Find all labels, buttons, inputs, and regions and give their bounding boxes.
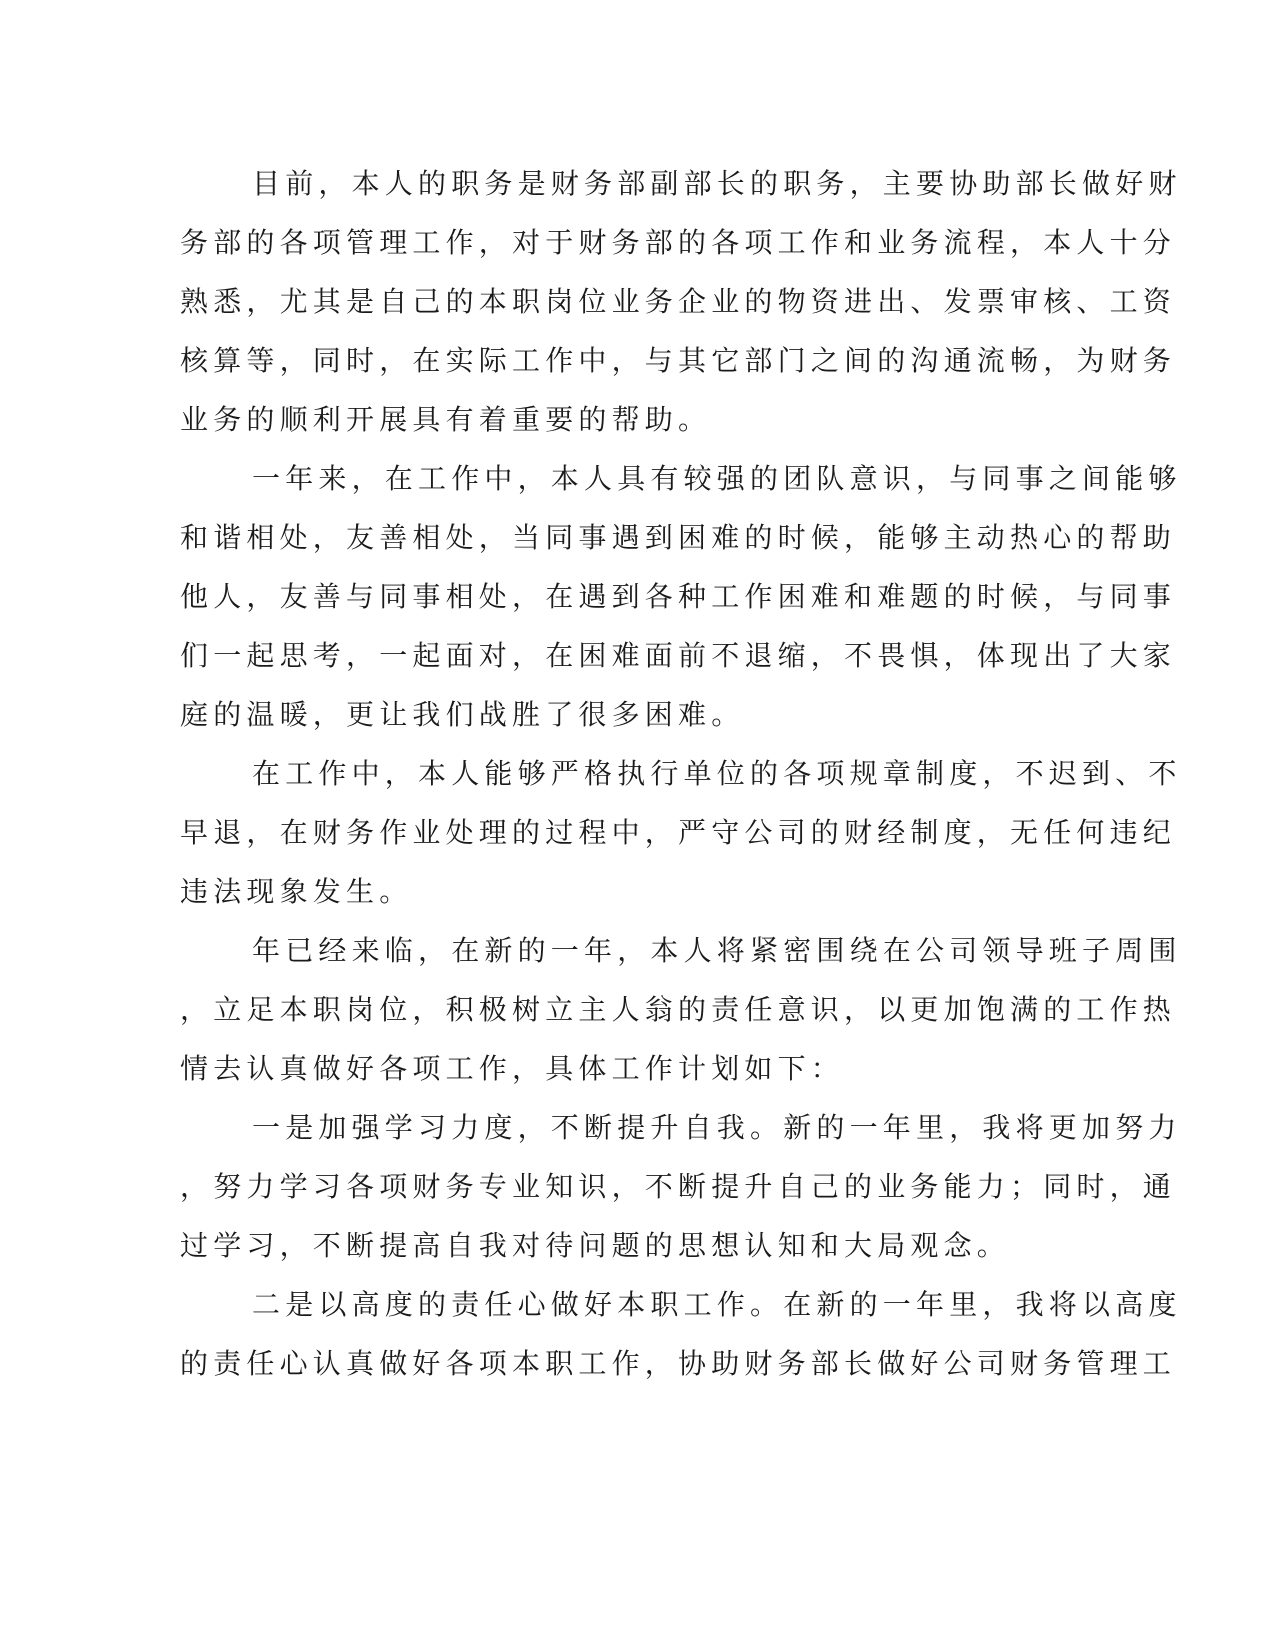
text-line: 在工作中，本人能够严格执行单位的各项规章制度，不迟到、不 [252, 757, 1182, 790]
text-line: ，立足本职岗位，积极树立主人翁的责任意识，以更加饱满的工作热 [180, 993, 1177, 1026]
text-line: 二是以高度的责任心做好本职工作。在新的一年里，我将以高度 [252, 1288, 1182, 1321]
text-line: 核算等，同时，在实际工作中，与其它部门之间的沟通流畅，为财务 [180, 344, 1177, 377]
text-line: 庭的温暖，更让我们战胜了很多困难。 [180, 698, 745, 731]
text-line: 一是加强学习力度，不断提升自我。新的一年里，我将更加努力 [252, 1111, 1182, 1144]
text-line: 过学习，不断提高自我对待问题的思想认知和大局观念。 [180, 1229, 1011, 1262]
text-line: 违法现象发生。 [180, 875, 413, 908]
text-line: 他人，友善与同事相处，在遇到各种工作困难和难题的时候，与同事 [180, 580, 1177, 613]
text-line: 的责任心认真做好各项本职工作，协助财务部长做好公司财务管理工 [180, 1347, 1177, 1380]
text-line: 业务的顺利开展具有着重要的帮助。 [180, 403, 712, 436]
text-line: 一年来，在工作中，本人具有较强的团队意识，与同事之间能够 [252, 462, 1182, 495]
text-line: 们一起思考，一起面对，在困难面前不退缩，不畏惧，体现出了大家 [180, 639, 1177, 672]
text-line: ，努力学习各项财务专业知识，不断提升自己的业务能力；同时，通 [180, 1170, 1177, 1203]
text-line: 和谐相处，友善相处，当同事遇到困难的时候，能够主动热心的帮助 [180, 521, 1177, 554]
text-line: 早退，在财务作业处理的过程中，严守公司的财经制度，无任何违纪 [180, 816, 1177, 849]
text-line: 年已经来临，在新的一年，本人将紧密围绕在公司领导班子周围 [252, 934, 1182, 967]
text-line: 熟悉，尤其是自己的本职岗位业务企业的物资进出、发票审核、工资 [180, 285, 1177, 318]
text-line: 情去认真做好各项工作，具体工作计划如下： [180, 1052, 845, 1085]
text-line: 务部的各项管理工作，对于财务部的各项工作和业务流程，本人十分 [180, 226, 1177, 259]
text-line: 目前，本人的职务是财务部副部长的职务，主要协助部长做好财 [252, 167, 1182, 200]
